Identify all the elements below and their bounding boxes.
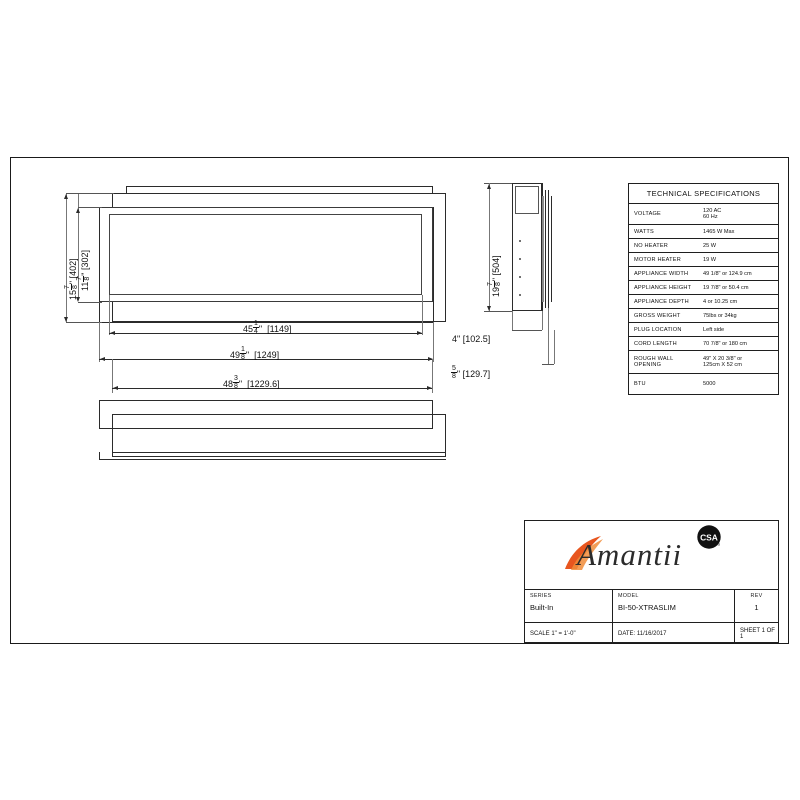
ext-48-right [432,359,433,393]
spec-value-voltage [697,204,778,224]
front-top-edge-line [126,186,432,187]
spec-label-watts: WATTS [634,228,654,235]
rev-key: REV [750,593,763,599]
arrow-side-down [487,306,491,311]
model-value: BI-50-XTRASLIM [618,603,676,612]
side-view-port-dot-2 [519,258,521,260]
title-block-date-cell [613,623,735,644]
ext-line-top-a [66,193,114,194]
spec-label-voltage: VOLTAGE [634,211,661,217]
spec-value-voltage-2: 60 Hz [703,214,718,220]
dim-front-width-outer: 48 $\frac{3}{8}$ " [1229.6] [223,375,280,390]
ext-depth-left [512,311,513,330]
spec-value-voltage-1: 120 AC [703,208,722,214]
spec-row-motor-heater [629,253,778,267]
title-block-scale-cell [525,623,613,644]
spec-row-cord-length [629,337,778,351]
csa-certification-icon [696,524,722,550]
ext-45-right [422,295,423,335]
plan-view-body [112,414,446,457]
arrow-48-left [113,386,118,390]
title-block-model-cell [613,590,735,622]
side-view-port-dot-1 [519,240,521,242]
side-view-trim-line [548,190,549,308]
spec-label-appliance-width: APPLIANCE WIDTH [634,270,689,277]
spec-row-no-heater [629,239,778,253]
title-block-rev-cell [735,590,778,622]
front-right-edge [433,207,434,322]
side-view-hatch [542,196,544,302]
ext-45-left [109,295,110,335]
ext-line-top-b [78,207,102,208]
title-block [524,520,779,643]
spec-value-appliance-height: 19 7/8" or 50.4 cm [703,284,749,291]
arrow-h-inner-up [76,208,80,213]
spec-value-rough-wall-opening [697,351,778,373]
spec-label-gross-weight: GROSS WEIGHT [634,312,681,319]
ext-depth-small-a [548,308,549,364]
spec-label-no-heater: NO HEATER [634,242,669,249]
scale-value: SCALE 1" = 1'-0" [530,630,576,637]
spec-label-motor-heater: MOTOR HEATER [634,256,681,263]
rev-value: 1 [754,603,759,612]
front-top-right-tick [432,186,433,193]
ext-line-bot-b [78,302,102,303]
spec-value-plug-location: Left side [703,326,725,333]
spec-label-appliance-height: APPLIANCE HEIGHT [634,284,692,291]
side-view-glass-line [545,190,546,308]
side-view-outer-trim [551,196,552,302]
arrow-48-right [427,386,432,390]
spec-label-appliance-depth: APPLIANCE DEPTH [634,298,689,305]
spec-label-btu: BTU [634,381,646,387]
ext-side-bottom [484,311,512,312]
spec-value-watts: 1465 W Max [703,228,735,235]
title-block-row-meta [525,623,778,644]
sheet-value: SHEET 1 OF 1 [740,627,775,640]
dim-side-depth-small: $\frac{5}{8}$ " [129.7] [452,365,491,380]
ext-depth-right [542,311,543,330]
spec-row-voltage [629,204,778,225]
spec-row-appliance-width [629,267,778,281]
title-block-sheet-cell [735,623,778,644]
ext-line-bot-a [66,322,102,323]
ext-49-right [433,322,434,362]
spec-value-appliance-depth: 4 or 10.25 cm [703,298,738,305]
spec-value-btu: 5000 [703,381,716,387]
spec-row-rough-wall-opening [629,351,778,374]
technical-specifications-table [628,183,779,395]
front-firebox-inner [109,214,422,295]
spec-label-rough-wall-opening: ROUGH WALL OPENING [634,356,674,368]
dim-front-width-mid: 49 $\frac{1}{8}$ " [1249] [230,346,280,361]
spec-value-motor-heater: 19 W [703,256,717,263]
spec-row-gross-weight [629,309,778,323]
spec-label-cord-length: CORD LENGTH [634,340,677,347]
plan-view-base-line [99,459,446,460]
spec-row-btu [629,374,778,394]
side-view-port-dot-4 [519,294,521,296]
spec-row-plug-location [629,323,778,337]
arrow-49-left [100,357,105,361]
date-value: DATE: 11/16/2017 [618,630,667,637]
dim-height-inner: 11 7 8 " [302] [76,250,91,291]
spec-value-rwo-1: 49" X 20 3/8" or [703,356,743,362]
spec-value-rwo-2: 125cm X 52 cm [703,362,742,368]
arrow-h-outer-down [64,317,68,322]
leader-depth-small [542,364,554,365]
svg-text:US: US [714,541,721,547]
model-key: MODEL [618,593,639,599]
arrow-45-right [417,331,422,335]
spec-value-appliance-width: 49 1/8" or 124.9 cm [703,270,752,277]
series-key: SERIES [530,593,552,599]
leader-depth-4 [512,330,542,331]
spec-row-appliance-depth [629,295,778,309]
front-top-left-tick [126,186,127,193]
title-block-row-identity [525,590,778,623]
svg-text:CSA: CSA [700,532,718,543]
spec-value-gross-weight: 75lbs or 34kg [703,312,737,319]
side-view-port-dot-3 [519,276,521,278]
dim-height-outer: 15 7 8 " [402] [64,258,79,300]
dim-side-depth: 4" [102.5] [452,334,491,344]
series-value: Built-In [530,603,554,612]
spec-label-plug-location: PLUG LOCATION [634,326,682,333]
ext-depth-small-b [554,330,555,364]
arrow-side-up [487,184,491,189]
spec-value-no-heater: 25 W [703,242,717,249]
title-block-series-cell [525,590,613,622]
plan-view-left-tick [99,452,100,459]
spec-row-watts [629,225,778,239]
brand-name: Amantii [577,537,683,572]
arrow-h-outer-up [64,194,68,199]
title-block-logo-area [525,521,778,590]
front-left-edge [99,207,100,322]
spec-row-appliance-height [629,281,778,295]
spec-table-title: TECHNICAL SPECIFICATIONS [629,184,778,204]
side-view-control-box [515,186,539,214]
plan-view-inner-line [112,452,446,453]
dim-side-height: 19 7 8 " [504] [487,255,502,297]
spec-value-cord-length: 70 7/8" or 180 cm [703,340,747,347]
arrow-45-left [110,331,115,335]
dim-front-width-inner: 45 $\frac{1}{4}$ " [1149] [243,320,292,335]
